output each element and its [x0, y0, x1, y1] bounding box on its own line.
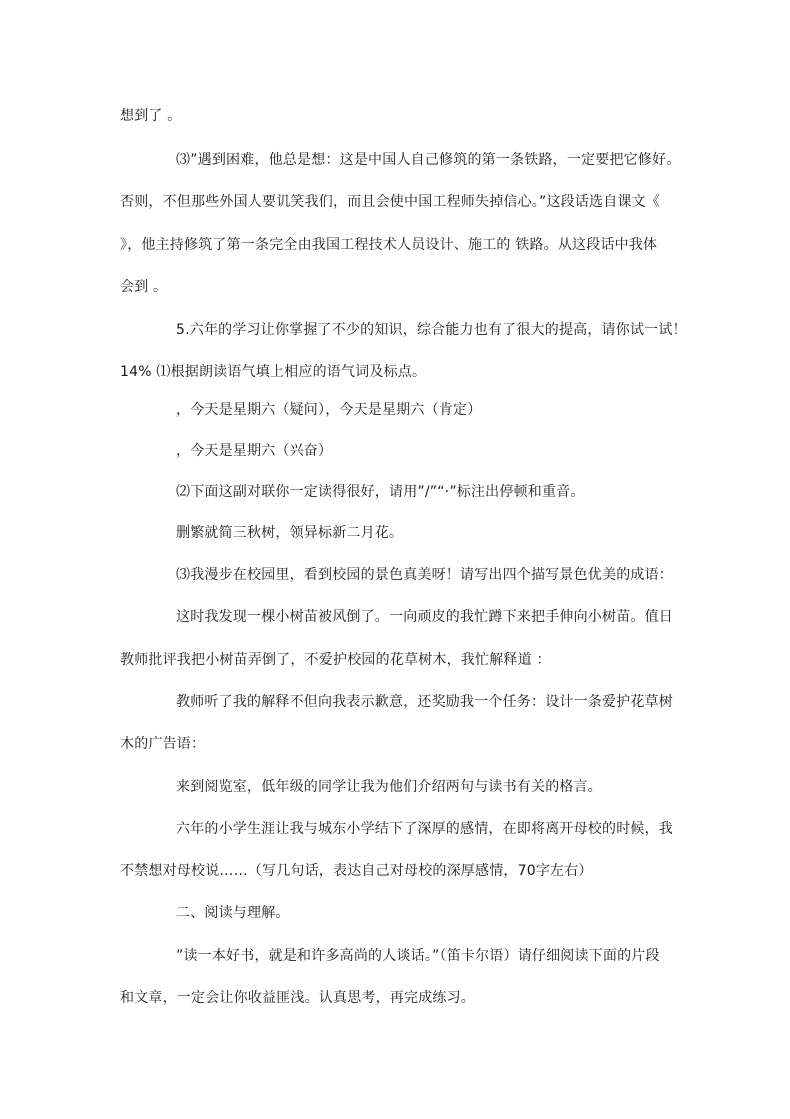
couplet-line: 删繁就简三秋树，领异标新二月花。: [176, 525, 404, 541]
text-line: 教师批评我把小树苗弄倒了，不爱护校园的花草树木，我忙解释道 ：: [120, 652, 551, 668]
text-line: 会到 。: [120, 279, 168, 295]
text-line: ⑶我漫步在校园里，看到校园的景色真美呀！请写出四个描写景色优美的成语：: [176, 567, 673, 583]
text-line: 不禁想对母校说……（写几句话，表达自己对母校的深厚感情，70字左右）: [120, 863, 593, 879]
section-heading: 二、阅读与理解。: [176, 905, 290, 921]
text-line: ⑵下面这副对联你一定读得很好，请用”/”“·”标注出停顿和重音。: [176, 484, 585, 500]
text-line: 》，他主持修筑了第一条完全由我国工程技术人员设计、施工的 铁路。从这段话中我体: [120, 237, 658, 253]
text-line: 六年的小学生涯让我与城东小学结下了深厚的感情，在即将离开母校的时候，我: [176, 821, 673, 837]
text-line: ”读一本好书，就是和许多高尚的人谈话。”（笛卡尔语）请仔细阅读下面的片段: [176, 948, 660, 964]
text-line: 想到了 。: [120, 108, 182, 124]
text-line: 否则，不但那些外国人要讥笑我们，而且会使中国工程师失掉信心。”这段话选自课文《: [120, 194, 661, 210]
text-line: ⑶”遇到困难，他总是想：这是中国人自己修筑的第一条铁路，一定要把它修好。: [176, 152, 681, 168]
text-line: ，今天是星期六（兴奋）: [176, 443, 333, 459]
text-line: 教师听了我的解释不但向我表示歉意，还奖励我一个任务：设计一条爱护花草树: [176, 694, 673, 710]
text-line: ，今天是星期六（疑问），今天是星期六（肯定）: [176, 402, 482, 418]
text-line: 木的广告语：: [120, 736, 206, 752]
question-heading: 5.六年的学习让你掌握了不少的知识，综合能力也有了很大的提高，请你试一试！: [176, 322, 687, 338]
text-line: 14% ⑴根据朗读语气填上相应的语气词及标点。: [120, 364, 427, 380]
text-line: 这时我发现一棵小树苗被风倒了。一向顽皮的我忙蹲下来把手伸向小树苗。值日: [176, 609, 673, 625]
text-line: 和文章，一定会让你收益匪浅。认真思考，再完成练习。: [120, 990, 475, 1006]
text-line: 来到阅览室，低年级的同学让我为他们介绍两句与读书有关的格言。: [176, 779, 602, 795]
